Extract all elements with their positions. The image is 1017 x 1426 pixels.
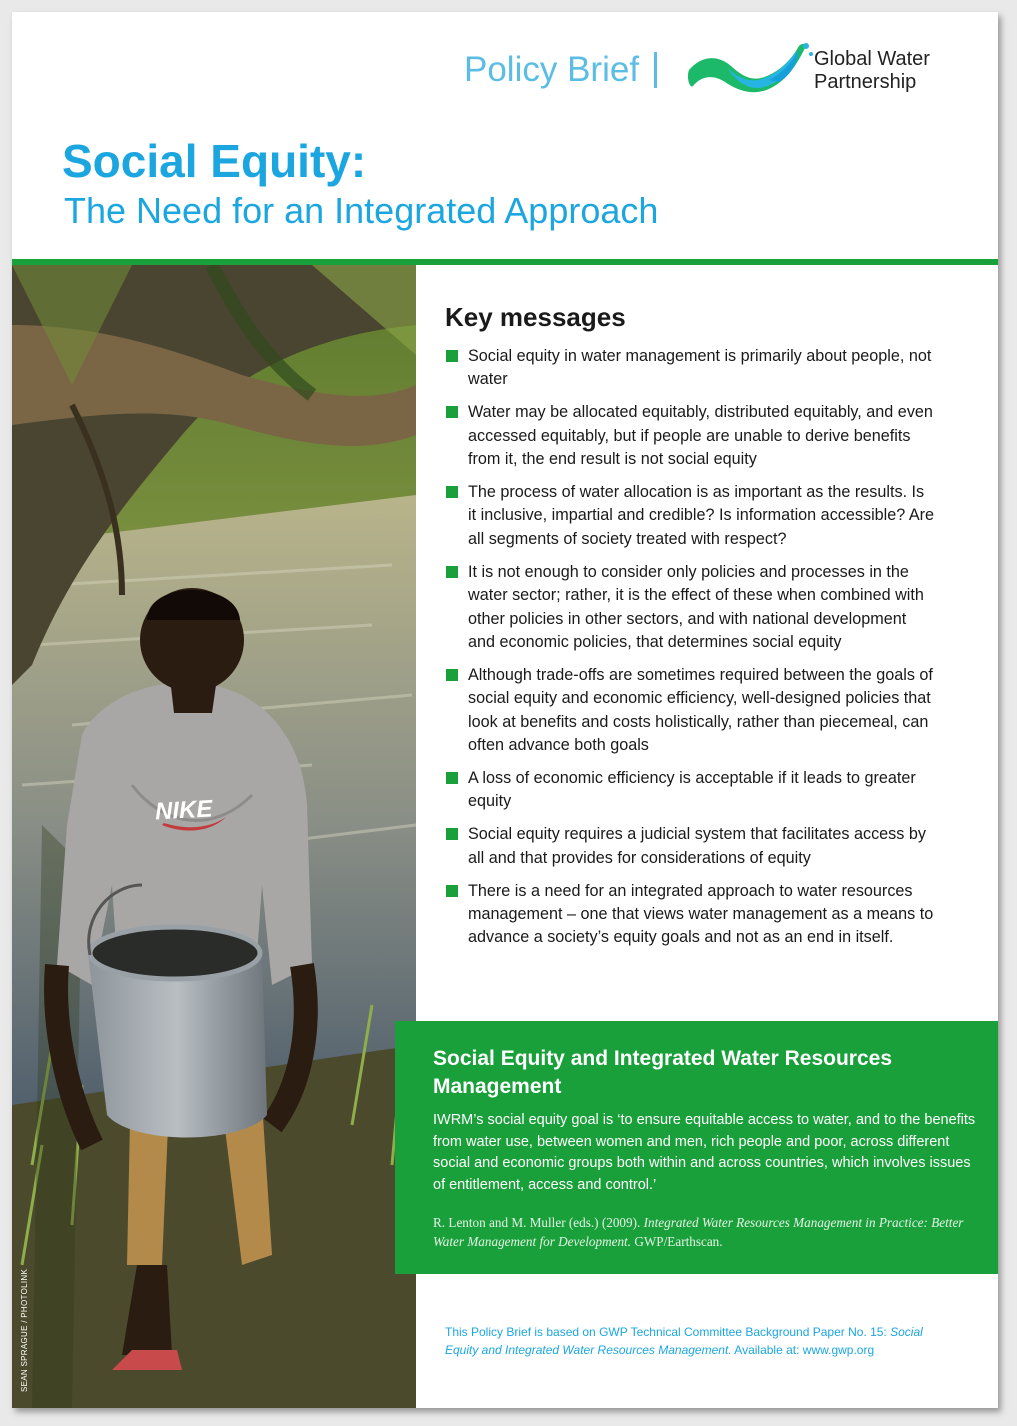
policy-brief-page xyxy=(12,12,998,1408)
reference-title: Integrated Water Resources Management in Practice: Better Water Management for Development. xyxy=(433,1215,964,1249)
square-bullet-icon xyxy=(446,669,458,681)
photo-credit: SEAN SPRAGUE / PHOTOLINK xyxy=(20,1268,29,1392)
footer-suffix[interactable]: Available at: www.gwp.org xyxy=(734,1343,875,1357)
key-message-text: A loss of economic efficiency is acceptable if it leads to greater equity xyxy=(468,769,916,811)
key-message-text: Social equity requires a judicial system that facilitates access by all and that provides for considerations of equity xyxy=(468,825,926,867)
header-divider xyxy=(654,52,657,88)
page-title: Social Equity: xyxy=(62,135,367,187)
key-message-text: There is a need for an integrated approach to water resources management – one that views water management as a means to advance a society’s equity goals and not as an end in itself. xyxy=(468,881,934,947)
box-body-quote: IWRM’s social equity goal is ‘to ensure equitable access to water, and to the benefits from water use, between women and men, rich people and poor, across different social and economic groups both within and across countries, which involves issues of entitlement, access and control.’ xyxy=(433,1112,976,1193)
footer-note xyxy=(445,1323,945,1359)
key-messages-list xyxy=(445,345,935,959)
reference-authors: R. Lenton and M. Muller (eds.) (2009). xyxy=(433,1215,641,1230)
square-bullet-icon xyxy=(446,406,458,418)
list-item xyxy=(445,481,935,551)
footer-prefix: This Policy Brief is based on GWP Technical Committee Background Paper No. 15: xyxy=(445,1325,887,1339)
list-item xyxy=(445,401,935,471)
list-item xyxy=(445,880,935,950)
gwp-logo-icon xyxy=(687,40,815,102)
man-carrying-bucket-photo xyxy=(12,265,416,1408)
list-item xyxy=(445,767,935,814)
key-message-text: The process of water allocation is as important as the results. Is it inclusive, impartial and credible? Is information accessible? Are all segments of society treated with respect? xyxy=(468,483,935,548)
square-bullet-icon xyxy=(446,772,458,784)
logo-text-line1: Global Water xyxy=(814,48,930,70)
shirt-text: NIKE xyxy=(154,795,214,826)
list-item xyxy=(445,664,935,758)
footer-paper-title: Social Equity and Integrated Water Resources Management. xyxy=(445,1325,923,1357)
key-messages-heading: Key messages xyxy=(445,302,626,332)
reference-publisher: GWP/Earthscan. xyxy=(634,1234,723,1249)
iwrm-info-box xyxy=(395,1021,998,1274)
list-item xyxy=(445,823,935,870)
key-message-text: It is not enough to consider only policies and processes in the water sector; rather, it is the effect of these when combined with other policies in other sectors, and with national development and economic policies, that determines social equity xyxy=(468,562,924,651)
list-item xyxy=(445,345,935,392)
square-bullet-icon xyxy=(446,828,458,840)
page-subtitle: The Need for an Integrated Approach xyxy=(64,190,659,231)
gwp-logo-text xyxy=(814,48,930,94)
square-bullet-icon xyxy=(446,885,458,897)
square-bullet-icon xyxy=(446,350,458,362)
key-message-text: Water may be allocated equitably, distributed equitably, and even accessed equitably, but if people are unable to derive benefits from it, the end result is not social equity xyxy=(468,403,933,469)
key-message-text: Social equity in water management is primarily about people, not water xyxy=(468,347,932,389)
logo-text-line2: Partnership xyxy=(814,71,917,93)
box-reference xyxy=(433,1213,988,1251)
square-bullet-icon xyxy=(446,566,458,578)
box-title: Social Equity and Integrated Water Resources Management xyxy=(433,1047,893,1098)
policy-brief-label: Policy Brief xyxy=(464,50,640,89)
key-message-text: Although trade-offs are sometimes required between the goals of social equity and economic efficiency, well-designed policies that look at benefits and costs holistically, rather than piecemeal, can often advance both goals xyxy=(468,665,933,755)
square-bullet-icon xyxy=(446,486,458,498)
list-item xyxy=(445,561,935,655)
